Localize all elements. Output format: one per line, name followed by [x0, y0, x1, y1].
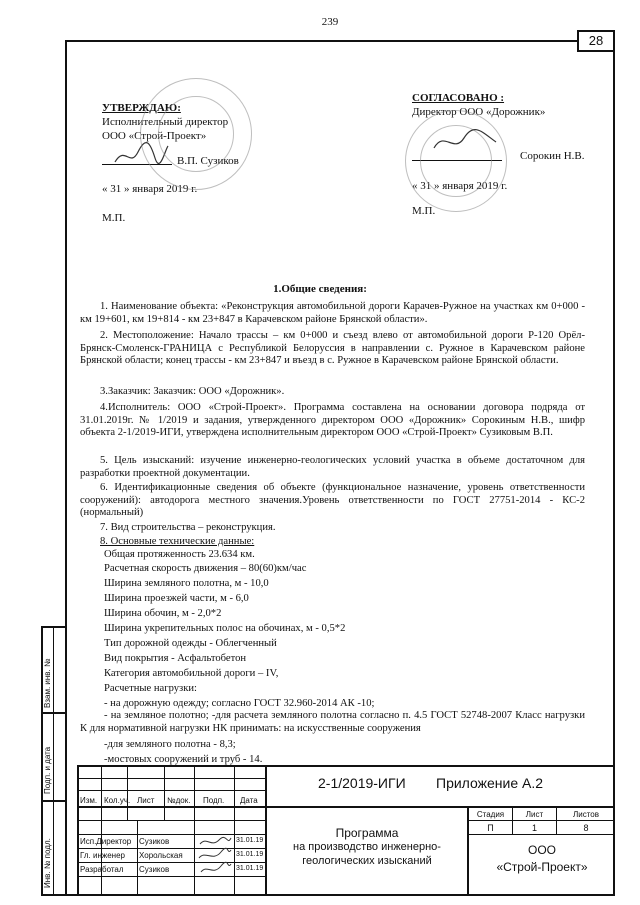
- paragraph-7: 7. Вид строительства – реконструкция.: [100, 522, 276, 533]
- sheets-value: 8: [583, 823, 589, 833]
- col-data: Дата: [240, 796, 258, 805]
- tech-item: -для земляного полотна - 8,3;: [104, 739, 236, 750]
- approve-date: « 31 » января 2019 г.: [102, 183, 198, 195]
- doc-title-3: геологических изысканий: [302, 855, 432, 867]
- appendix-label: Приложение А.2: [436, 775, 544, 791]
- tech-item: Общая протяженность 23.634 км.: [104, 549, 255, 560]
- paragraph-2: 2. Местоположение: Начало трассы – км 0+000 и съезд влево от автомобильной дороги Р-120 Орёл-Брянск-Смоленск-ГРАНИЦА с Республикой Белоруссия в направлении с. Ружное в Карачевском районе Брянской области; конец трассы - км 23+847 и въезд в с. Ружное в Карачевском районе Брянской области.: [80, 330, 585, 367]
- row-role: Гл. инженер: [80, 851, 125, 860]
- approve-title: УТВЕРЖДАЮ:: [102, 102, 181, 114]
- side-label-vzam: Взам. инв. №: [43, 658, 52, 708]
- row-date: 31.01.19: [236, 837, 264, 844]
- paragraph-1: 1. Наименование объекта: «Реконструкция автомобильной дороги Карачев-Ружное на участках км 0+000 - км 19+601, км 19+814 - км 23+847 в Карачевском районе Брянской области».: [80, 301, 585, 325]
- agree-date: « 31 » января 2019 г.: [412, 180, 508, 192]
- row-role: Разработал: [80, 865, 124, 874]
- agree-name: Сорокин Н.В.: [520, 150, 585, 162]
- sheet-header: Лист: [525, 810, 544, 819]
- row-role: Исп.Директор: [80, 837, 132, 846]
- sheets-header: Листов: [573, 810, 599, 819]
- row-date: 31.01.19: [236, 865, 264, 872]
- col-nodok: №док.: [167, 796, 191, 805]
- paragraph-8: [80, 536, 585, 549]
- stage-header: Стадия: [476, 810, 505, 819]
- doc-title-2: на производство инженерно-: [293, 841, 441, 853]
- paragraph-5: 5. Цель изысканий: изучение инженерно-геологических условий участка в объеме достаточном для разработки проектной документации.: [80, 455, 585, 479]
- approve-mp: М.П.: [102, 212, 126, 224]
- col-izm: Изм.: [80, 796, 98, 805]
- signature-sorokin: [430, 128, 500, 158]
- agree-title: СОГЛАСОВАНО :: [412, 92, 505, 104]
- tech-item: Вид покрытия - Асфальтобетон: [104, 653, 247, 664]
- tech-item: - на дорожную одежду; согласно ГОСТ 32.960-2014 АК -10;: [104, 698, 375, 709]
- side-label-podp-data: Подп. и дата: [43, 746, 52, 794]
- agree-mp: М.П.: [412, 205, 436, 217]
- tech-item: Ширина проезжей части, м - 6,0: [104, 593, 249, 604]
- tech-item: Расчетная скорость движения – 80(60)км/час: [104, 563, 307, 574]
- tech-item: Ширина обочин, м - 2,0*2: [104, 608, 222, 619]
- sheet-value: 1: [531, 823, 537, 833]
- approve-line1: Исполнительный директор: [102, 116, 229, 128]
- side-label-inv-podl: Инв. № подл.: [43, 838, 52, 888]
- doc-title-1: Программа: [335, 826, 399, 840]
- paragraph-3: 3.Заказчик: Заказчик: ООО «Дорожник».: [100, 386, 285, 397]
- tech-item: Ширина земляного полотна, м - 10,0: [104, 578, 269, 589]
- row-name: Сузиков: [139, 865, 170, 874]
- sheet-number: 28: [577, 30, 615, 52]
- row-name: Сузиков: [139, 837, 170, 846]
- page-number: 239: [321, 16, 339, 28]
- tech-item: Тип дорожной одежды - Облегченный: [104, 638, 277, 649]
- org-line1: ООО: [527, 843, 556, 857]
- row-date: 31.01.19: [236, 851, 264, 858]
- doc-code: 2-1/2019-ИГИ: [318, 775, 406, 791]
- tech-item: Расчетные нагрузки:: [104, 683, 197, 694]
- tech-item: Ширина укрепительных полос на обочинах, м - 0,5*2: [104, 623, 346, 634]
- tech-item: Категория автомобильной дороги – IV,: [104, 668, 279, 679]
- paragraph-8-text: 8. Основные технические данные:: [100, 536, 255, 547]
- org-line2: «Строй-Проект»: [496, 860, 588, 874]
- paragraph-6: 6. Идентификационные сведения об объекте (функциональное назначение, уровень ответственности сооружений): автодорога местного значения.Уровень ответственности по ГОСТ 27751-2014 - КС-2 (нормальный): [80, 482, 585, 519]
- approve-line2: ООО «Строй-Проект»: [102, 130, 207, 142]
- row-name: Хорольская: [139, 851, 183, 860]
- agree-line1: Директор ООО «Дорожник»: [412, 106, 546, 118]
- stamp-signatures: [197, 834, 233, 878]
- seal-inner-ring: [158, 96, 234, 172]
- col-list: Лист: [137, 796, 155, 805]
- section-title: 1.Общие сведения:: [273, 283, 367, 295]
- col-podp: Подп.: [203, 796, 225, 805]
- approve-name: В.П. Сузиков: [177, 155, 239, 167]
- col-kol-uch: Кол.уч.: [104, 796, 131, 805]
- tech-item: -мостовых сооружений и труб - 14.: [104, 754, 263, 765]
- paragraph-4: 4.Исполнитель: ООО «Строй-Проект». Программа составлена на основании договора подряда от 31.01.2019г. № 1/2019 и задания, утвержденного директором ООО «Дорожник» Сорокиным Н.В., шифр объекта 2-1/2019-ИГИ, утверждена исполнительным директором ООО «Строй-Проект» Сузиковым В.П.: [80, 402, 585, 439]
- tech-item-long: - на земляное полотно; -для расчета земляного полотна согласно п. 4.5 ГОСТ 52748-2007 Класс нагрузки К для нормативной нагрузки НК принимать: на искусственные сооружения: [80, 710, 585, 734]
- stage-value: П: [487, 823, 494, 833]
